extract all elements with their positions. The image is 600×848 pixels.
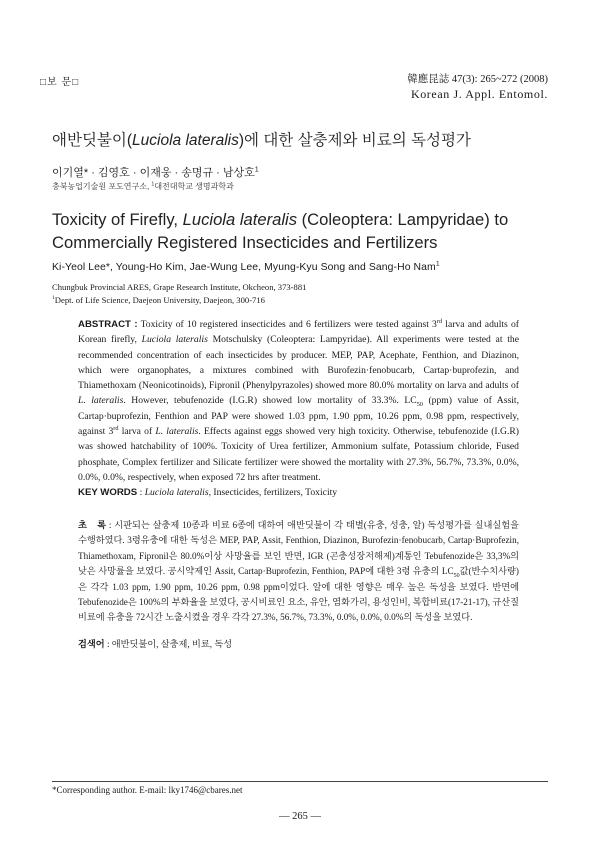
affiliation-korean-mark: 1 xyxy=(151,181,155,188)
abstract-english-species: L. lateralis xyxy=(155,426,199,438)
keywords-korean-rest: : 애반딧불이, 살충제, 비료, 독성 xyxy=(104,639,233,649)
title-english-species: Luciola lateralis xyxy=(182,210,297,229)
abstract-korean-lc-subscript: 50 xyxy=(453,573,460,580)
affiliation-english-mark: 1 xyxy=(52,294,55,301)
page-number: ― 265 ― xyxy=(279,811,321,822)
keywords-korean-label: 검색어 xyxy=(78,639,105,649)
affiliation-english xyxy=(52,281,306,306)
authors-korean xyxy=(52,164,259,180)
abstract-english-text: . Effects against eggs showed very high toxicity. Otherwise, tebufenozide (I.G.R) was showed hatchability of 100%. Toxicity of Urea fertilizer, Ammonium sulfate, Potassium chloride, Fused phosphate, Complex fertilizer and Silicate fertilizer were showed the mortality with 27.3%, 56.7%, 73.3%, 0.0%, 0.0%, 0.0%, respectively, when exposed 72 hrs after treatment. xyxy=(78,426,519,483)
abstract-korean-label: 초 록 xyxy=(78,520,107,530)
title-english xyxy=(52,208,552,254)
title-english-post: (Coleoptera: Lampyridae) to Commercially Registered Insecticides and Fertilizers xyxy=(52,210,509,252)
title-korean xyxy=(52,128,471,150)
abstract-english-text: . However, tebufenozide (I.G.R) showed low mortality of 33.3%. LC xyxy=(123,395,417,407)
journal-citation xyxy=(407,72,548,102)
abstract-english-ordinal: rd xyxy=(113,424,119,432)
section-label: □보 문□ xyxy=(40,77,80,88)
abstract-korean-text: : 시판되는 살충제 10종과 비료 6종에 대하여 애반딧불이 각 태별(유충, 성충, 알) 독성평가를 실내실험을 수행하였다. 3령유충에 대한 독성은 MEP, PAP, Assit, Fenthion, Diazinon, Burofezin·fenobucarb, Cartap·Buprofezin, Thiamethoxam, Fipronil은 80.0%이상 사망율를 보인 반면, IGR (곤충성장저해제)계통인 Tebufenozide은 33,3%의 낮은 사망률을 보였다. 공시약제인 Assit, Cartap·Buprofezin, Fenthion, PAP에 대한 3령 유충의 LC xyxy=(78,520,519,577)
title-korean-post: )에 대한 살충제와 비료의 독성평가 xyxy=(238,132,471,149)
abstract-english-species: Luciola lateralis xyxy=(141,334,208,346)
abstract-english-species: L. lateralis xyxy=(78,395,124,407)
abstract-english-text: larva and adults of Korean firefly, xyxy=(78,319,519,346)
abstract-english xyxy=(78,317,519,485)
authors-korean-affil-mark: 1 xyxy=(254,165,259,174)
abstract-english-label: ABSTRACT : xyxy=(78,319,138,330)
keywords-korean xyxy=(78,636,232,650)
abstract-english-lc-subscript: 50 xyxy=(416,401,423,409)
affiliation-english-line2 xyxy=(52,294,306,307)
abstract-english-ordinal: rd xyxy=(436,317,443,325)
title-korean-pre: 애반딧불이( xyxy=(52,132,133,149)
affiliation-korean-inst1: 충북농업기술원 포도연구소, xyxy=(52,182,150,191)
footnote-divider xyxy=(52,781,548,782)
abstract-english-text: Toxicity of 10 registered insecticides and 6 fertilizers were tested against 3 xyxy=(137,319,437,330)
keywords-english xyxy=(78,487,519,498)
keywords-english-label: KEY WORDS xyxy=(78,487,138,498)
abstract-english-text: larva of xyxy=(118,426,156,438)
authors-english-affil-mark: 1 xyxy=(435,260,440,268)
abstract-korean xyxy=(78,518,519,626)
affiliation-korean-inst2: 대전대학교 생명과학과 xyxy=(154,182,234,191)
abstract-english-text: (ppm) value of Assit, Cartap·buprofezin, Fenthion and PAP were showed 1.03 ppm, 1.90 ppm, 10.26 ppm, 0.98 ppm, respectively, against 3 xyxy=(78,395,519,438)
keywords-english-species: Luciola lateralis xyxy=(144,487,209,498)
abstract-english-text: Motschulsky (Coleoptera: Lampyridae). All experiments were tested at the recommended concentration of each insecticides by producer. MEP, PAP, Acephate, Fenthion, and Diazinon, which were organophates, a mixtures combined with Burofezin·fenobucarb, Cartap·buprofezin, and Thiamethoxam (Neonicotinoids), Fipronil (Phenylpyrazoles) showed more 80.0% mortality on larva and adults of xyxy=(78,334,519,392)
affiliation-english-line1: Chungbuk Provincial ARES, Grape Research Institute, Okcheon, 373-881 xyxy=(52,282,307,292)
authors-english-names: Ki-Yeol Lee*, Young-Ho Kim, Jae-Wung Lee, Myung-Kyu Song and Sang-Ho Nam xyxy=(52,262,436,273)
keywords-english-sep: : xyxy=(137,487,145,498)
authors-english xyxy=(52,262,440,273)
abstract-korean-text: 값(반수치사량)은 각각 1.03 ppm, 1.90 ppm, 10.26 ppm, 0.98 ppm이었다. 알에 대한 영향은 매우 높은 독성을 보였다. 반면에 Tebufenozide은 100%의 부화율을 보였다, 공시비료인 요소, 유안, 염화가리, 용성인비, 복합비료(17-21-17), 규산질비료에 유충을 72시간 노출시켰을 경우 각각 27.3%, 56.7%, 73.3%, 0.0%, 0.0%, 0.0%의 독성을 보였다. xyxy=(78,566,519,623)
title-korean-species: Luciola lateralis xyxy=(132,132,239,149)
keywords-english-rest: , Insecticides, fertilizers, Toxicity xyxy=(208,487,338,498)
journal-name-en: Korean J. Appl. Entomol. xyxy=(410,87,548,101)
authors-korean-names: 이기열* · 김영호 · 이재웅 · 송명규 · 남상호 xyxy=(52,167,255,179)
affiliation-korean xyxy=(52,181,234,192)
affiliation-english-dept: Dept. of Life Science, Daejeon University, Daejeon, 300-716 xyxy=(54,294,265,305)
journal-citation-ko: 韓應昆誌 47(3): 265~272 (2008) xyxy=(407,74,548,85)
title-english-pre: Toxicity of Firefly, xyxy=(52,210,183,229)
corresponding-author-footnote: *Corresponding author. E-mail: lky1746@cbares.net xyxy=(52,785,243,795)
